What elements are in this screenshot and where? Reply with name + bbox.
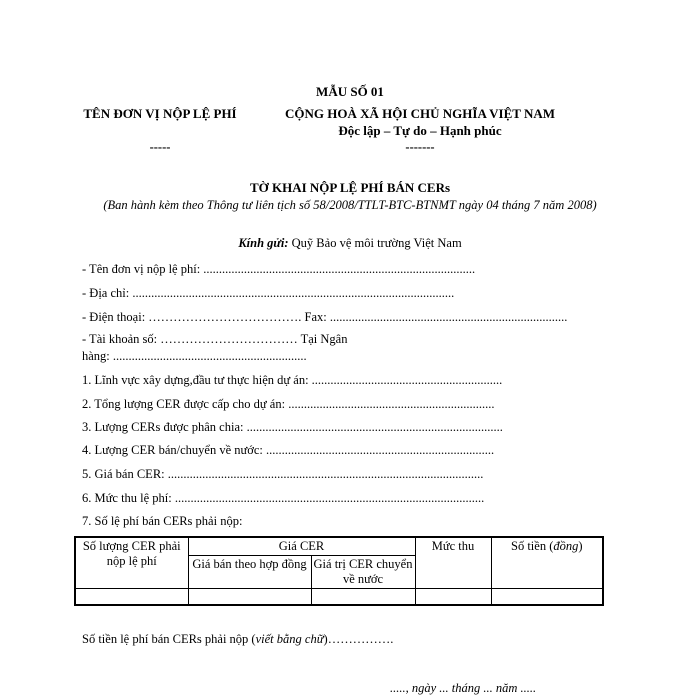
cell-fee-rate[interactable] <box>415 589 491 605</box>
header-amount-suffix: ) <box>578 539 583 553</box>
header-cer-quantity: Số lượng CER phải nộp lệ phí <box>75 537 188 589</box>
field-account-number[interactable]: - Tài khoản số: …………………………… Tại Ngân <box>82 332 348 346</box>
nation-heading: CỘNG HOÀ XÃ HỘI CHỦ NGHĨA VIỆT NAM <box>284 106 556 121</box>
amount-words-italic: viết bằng chữ <box>255 632 324 646</box>
org-divider: ----- <box>149 140 171 154</box>
field-cer-allocated[interactable]: 3. Lượng CERs được phân chia: .................................................................................. <box>82 420 503 434</box>
header-amount-unit: đồng <box>553 539 579 553</box>
field-amount-in-words[interactable] <box>82 632 393 647</box>
field-investment-sector[interactable]: 1. Lĩnh vực xây dựng,đầu tư thực hiện dự án: ............................................................. <box>82 373 503 387</box>
cell-amount[interactable] <box>491 589 603 605</box>
field-fee-rate[interactable]: 6. Mức thu lệ phí: ................................................................................................... <box>82 491 485 505</box>
fee-table <box>74 536 604 606</box>
document-title: TỜ KHAI NỘP LỆ PHÍ BÁN CERs <box>249 180 451 195</box>
field-cer-price[interactable]: 5. Giá bán CER: ..................................................................................................... <box>82 467 484 481</box>
cell-quantity[interactable] <box>75 589 188 605</box>
header-amount-prefix: Số tiền ( <box>511 539 554 553</box>
field-cer-sold-transferred[interactable]: 4. Lượng CER bán/chuyển về nước: ......................................................................... <box>82 443 495 457</box>
addressee-label: Kính gửi: <box>238 236 289 250</box>
header-contract-price: Giá bán theo hợp đồng <box>188 556 311 589</box>
table-row[interactable] <box>75 589 603 605</box>
addressee-value: Quỹ Bảo vệ môi trường Việt Nam <box>288 236 462 250</box>
header-fee-rate: Mức thu <box>415 537 491 589</box>
date-line[interactable]: ....., ngày ... tháng ... năm ..... <box>390 681 537 695</box>
header-cer-price: Giá CER <box>188 537 415 556</box>
amount-words-suffix: )……………. <box>323 632 394 646</box>
form-code: MẪU SỐ 01 <box>316 84 384 99</box>
nation-divider: ------- <box>405 140 435 154</box>
nation-motto: Độc lập – Tự do – Hạnh phúc <box>338 123 502 138</box>
org-heading: TÊN ĐƠN VỊ NỘP LỆ PHÍ <box>83 106 237 121</box>
table-header-row <box>75 537 603 556</box>
field-phone-fax[interactable]: - Điện thoại: ………………………………. Fax: ............................................................................ <box>82 310 568 324</box>
addressee-line <box>0 236 700 251</box>
header-amount <box>491 537 603 589</box>
header-transfer-value: Giá trị CER chuyển về nước <box>311 556 415 589</box>
section-fee-payable: 7. Số lệ phí bán CERs phải nộp: <box>82 514 243 528</box>
field-bank[interactable]: hàng: .............................................................. <box>82 349 307 363</box>
amount-words-prefix: Số tiền lệ phí bán CERs phải nộp ( <box>82 632 256 646</box>
cell-transfer-value[interactable] <box>311 589 415 605</box>
field-total-cer-issued[interactable]: 2. Tổng lượng CER được cấp cho dự án: .................................................................. <box>82 397 495 411</box>
field-payer-name[interactable]: - Tên đơn vị nộp lệ phí: ....................................................................................... <box>82 262 476 276</box>
field-address[interactable]: - Địa chỉ: ....................................................................................................... <box>82 286 455 300</box>
cell-contract-price[interactable] <box>188 589 311 605</box>
document-subtitle: (Ban hành kèm theo Thông tư liên tịch số 58/2008/TTLT-BTC-BTNMT ngày 04 tháng 7 năm 2008) <box>103 198 597 212</box>
